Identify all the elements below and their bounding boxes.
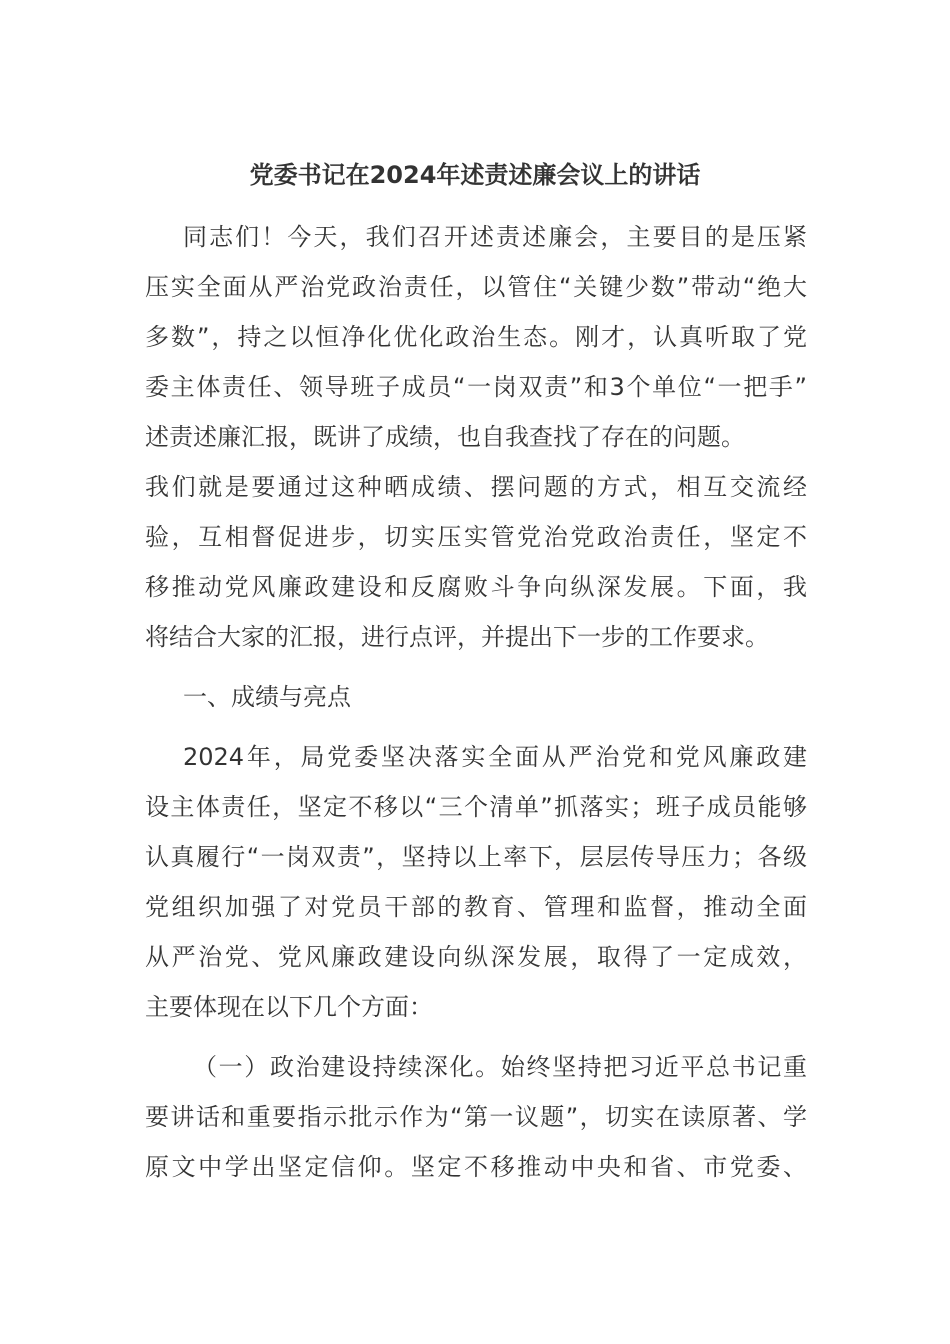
text-line: 同志们！今天，我们召开述责述廉会，主要目的是压紧 [183,223,807,251]
text-line: 移推动党风廉政建设和反腐败斗争向纵深发展。下面，我 [145,573,807,601]
text-line: 认真履行“一岗双责”，坚持以上率下，层层传导压力；各级 [145,843,807,871]
text-line: 委主体责任、领导班子成员“一岗双责”和3个单位“一把手” [145,373,807,401]
paragraph-point-1 [145,1042,807,1192]
text-line: 验，互相督促进步，切实压实管党治党政治责任，坚定不 [145,523,807,551]
text-line: 原文中学出坚定信仰。坚定不移推动中央和省、市党委、 [145,1153,807,1181]
text-line: 要讲话和重要指示批示作为“第一议题”，切实在读原著、学 [145,1103,807,1131]
paragraph-intro [145,212,807,662]
document-title: 党委书记在2024年述责述廉会议上的讲话 [249,161,701,189]
text-line: （一）政治建设持续深化。始终坚持把习近平总书记重 [193,1053,807,1081]
section-heading-text: 一、成绩与亮点 [183,683,351,711]
text-line: 多数”，持之以恒净化优化政治生态。刚才，认真听取了党 [145,323,807,351]
section-heading-1 [145,672,807,722]
text-line: 压实全面从严治党政治责任，以管住“关键少数”带动“绝大 [145,273,807,301]
text-line: 从严治党、党风廉政建设向纵深发展，取得了一定成效， [145,943,807,971]
text-line: 设主体责任，坚定不移以“三个清单”抓落实；班子成员能够 [145,793,807,821]
text-line: 述责述廉汇报，既讲了成绩，也自我查找了存在的问题。 [145,423,745,451]
paragraph-achievements [145,732,807,1032]
text-line: 主要体现在以下几个方面： [145,993,433,1021]
text-line: 2024年，局党委坚决落实全面从严治党和党风廉政建 [183,743,807,771]
text-line: 党组织加强了对党员干部的教育、管理和监督，推动全面 [145,893,807,921]
text-line: 将结合大家的汇报，进行点评，并提出下一步的工作要求。 [145,623,769,651]
text-line: 我们就是要通过这种晒成绩、摆问题的方式，相互交流经 [145,473,807,501]
